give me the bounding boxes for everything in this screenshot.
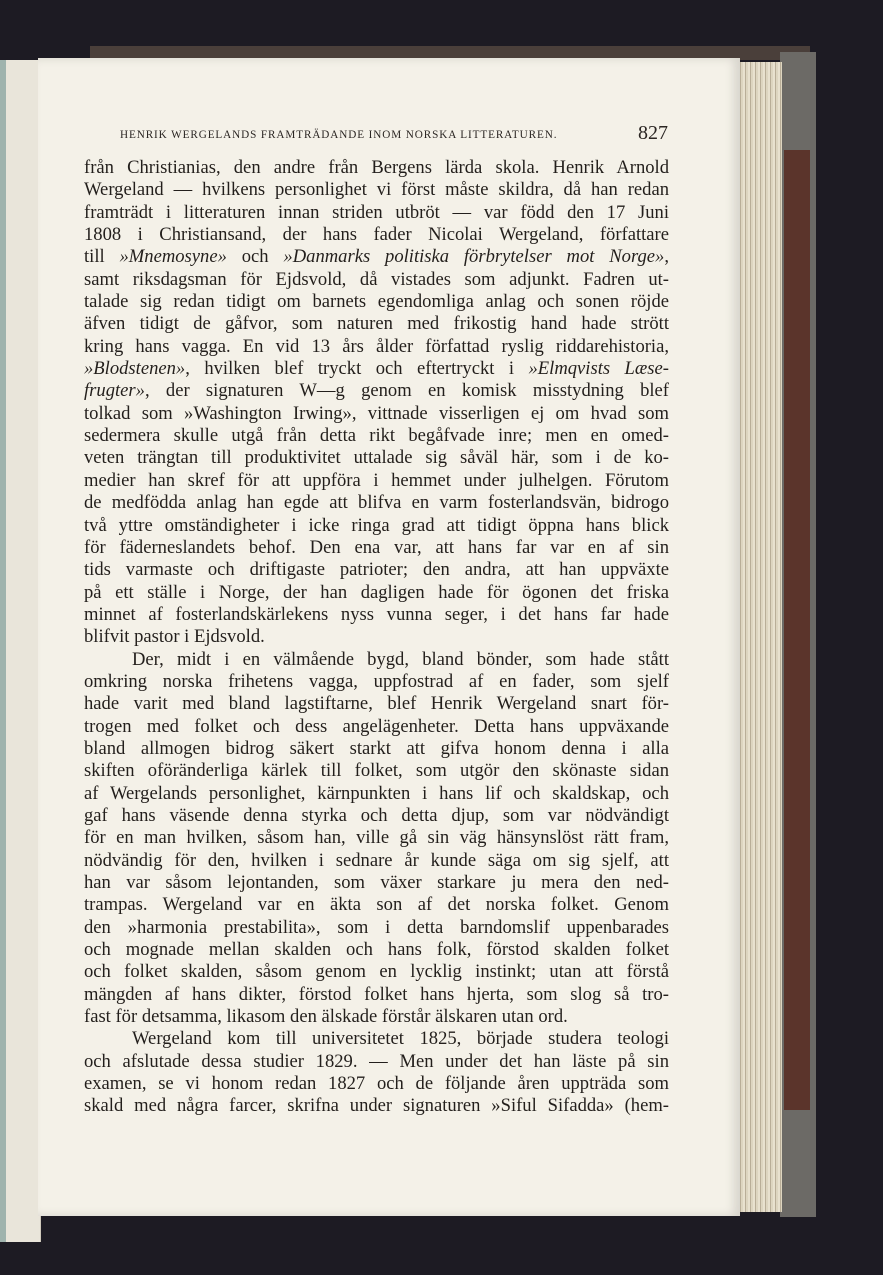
body-text — [84, 157, 669, 1118]
text-line — [84, 716, 669, 738]
line-text: trogen med folket och dess angelägenheter. Detta hans uppväxande — [84, 715, 669, 737]
line-text: för fäderneslandets behof. Den ena var, att hans far var en af sin — [84, 536, 669, 558]
line-text: gaf hans väsende denna styrka och detta djup, som var nödvändigt — [84, 804, 669, 826]
text-line — [84, 447, 669, 469]
running-title: HENRIK WERGELANDS FRAMTRÄDANDE INOM NORSKA LITTERATUREN. — [120, 129, 558, 141]
line-text: på ett ställe i Norge, der han dagligen hade för ögonen det friska — [84, 581, 669, 603]
book-cover-spine — [784, 150, 810, 1110]
line-text: omkring norska frihetens vagga, uppfostrad af en fader, som sjelf — [84, 670, 669, 692]
line-text: och — [226, 246, 284, 268]
italic-title-text: »Danmarks politiska förbrytelser mot Norge» — [283, 246, 665, 268]
line-text: blifvit pastor i Ejdsvold. — [84, 626, 265, 648]
line-text: af Wergelands personlighet, kärnpunkten i hans lif och skaldskap, och — [84, 782, 669, 804]
line-text: Der, midt i en välmående bygd, bland bönder, som hade stått — [132, 648, 669, 670]
text-line — [84, 202, 669, 224]
line-text: fast för detsamma, likasom den älskade förstår älskaren utan ord. — [84, 1006, 568, 1028]
line-text: kring hans vagga. En vid 13 års ålder författad ryslig riddarehistoria, — [84, 335, 669, 357]
text-line — [84, 291, 669, 313]
left-page-sliver — [0, 60, 41, 1242]
line-text: till — [84, 246, 120, 268]
text-line — [84, 425, 669, 447]
text-line — [84, 693, 669, 715]
page-edges — [738, 62, 782, 1212]
line-text: talade sig redan tidigt om barnets egendomliga anlag och sonen röjde — [84, 291, 669, 313]
left-page-edge — [0, 60, 6, 1242]
line-text: de medfödda anlag han egde att blifva en varm fosterlandsvän, bidrogo — [84, 492, 669, 514]
line-text: och afslutade dessa studier 1829. — Men under det han läste på sin — [84, 1050, 669, 1072]
text-line — [84, 313, 669, 335]
line-text: bland allmogen bidrog säkert starkt att gifva honom denna i alla — [84, 737, 669, 759]
line-text: från Christianias, den andre från Bergens lärda skola. Henrik Arnold — [84, 157, 669, 178]
text-line — [84, 403, 669, 425]
text-line — [84, 604, 669, 626]
italic-title-text: frugter» — [84, 380, 145, 402]
text-line — [84, 1095, 669, 1117]
italic-title-text: »Mnemosyne» — [119, 246, 227, 268]
text-line — [84, 738, 669, 760]
text-line — [84, 984, 669, 1006]
text-line — [84, 939, 669, 961]
line-text: och folket skalden, såsom genom en lycklig instinkt; utan att förstå — [84, 961, 669, 983]
line-text: han var såsom lejontanden, som växer starkare ju mera den ned- — [84, 872, 669, 893]
text-line — [84, 336, 669, 358]
text-line — [84, 1073, 669, 1095]
text-line — [84, 582, 669, 604]
text-line — [84, 671, 669, 693]
line-text: examen, se vi honom redan 1827 och de följande åren uppträda som — [84, 1073, 669, 1095]
line-text: medier han skref för att uppföra i hemmet under julhelgen. Förutom — [84, 469, 669, 491]
line-text: mängden af hans dikter, förstod folket hans hjerta, som slog så tro- — [84, 983, 669, 1005]
line-text: , — [664, 246, 669, 268]
text-line — [84, 649, 669, 671]
text-line — [84, 559, 669, 581]
line-text: för en man hvilken, såsom han, ville gå sin väg hänsynslöst rätt fram, — [84, 827, 669, 849]
line-text: veten trängtan till produktivitet uttalade sig såväl här, som i de ko- — [84, 447, 669, 469]
line-text: hade varit med bland lagstiftarne, blef Henrik Wergeland snart för- — [84, 693, 669, 715]
text-line — [84, 358, 669, 380]
line-text: trampas. Wergeland var en äkta son af det norska folket. Genom — [84, 894, 669, 916]
line-text: Wergeland — hvilkens personlighet vi först måste skildra, då han redan — [84, 179, 669, 201]
text-line — [84, 157, 669, 179]
line-text: tolkad som »Washington Irwing», vittnade visserligen ej om hvad som — [84, 402, 669, 424]
text-line — [84, 246, 669, 268]
text-line — [84, 805, 669, 827]
text-line — [84, 380, 669, 402]
line-text: framträdt i litteraturen innan striden utbröt — var född den 17 Juni — [84, 201, 669, 223]
text-line — [84, 783, 669, 805]
text-line — [84, 850, 669, 872]
page-number: 827 — [638, 122, 668, 144]
text-line — [84, 515, 669, 537]
line-text: , der signaturen W—g genom en komisk misstydning blef — [144, 380, 669, 402]
line-text: tids varmaste och driftigaste patrioter; den andra, att han uppväxte — [84, 559, 669, 581]
running-header — [120, 124, 668, 146]
text-line — [84, 269, 669, 291]
text-line — [84, 492, 669, 514]
line-text: sedermera skulle utgå från detta rikt begåfvade inre; men en omed- — [84, 425, 669, 447]
text-line — [84, 537, 669, 559]
line-text: den »harmonia prestabilita», som i detta barndomslif uppenbarades — [84, 916, 669, 938]
text-line — [84, 872, 669, 894]
text-line — [84, 760, 669, 782]
italic-title-text: »Blodstenen» — [84, 358, 186, 380]
line-text: skald med några farcer, skrifna under signaturen »Siful Sifadda» (hem- — [84, 1095, 669, 1117]
line-text: 1808 i Christiansand, der hans fader Nicolai Wergeland, författare — [84, 224, 669, 246]
text-line — [84, 224, 669, 246]
text-line — [84, 179, 669, 201]
text-line — [84, 1051, 669, 1073]
line-text: samt riksdagsman för Ejdsvold, då vistades som adjunkt. Fadren ut- — [84, 268, 669, 290]
line-text: nödvändig för den, hvilken i sednare år kunde säga om sig sjelf, att — [84, 849, 669, 871]
line-text: äfven tidigt de gåfvor, som naturen med frikostig hand hade strött — [84, 313, 669, 335]
line-text: och mognade mellan skalden och hans folk, förstod skalden folket — [84, 939, 669, 961]
line-text: skiften oföränderliga kärlek till folket, som utgör den skönaste sidan — [84, 760, 669, 782]
text-line — [84, 917, 669, 939]
line-text: , hvilken blef tryckt och eftertryckt i — [185, 358, 529, 380]
text-line — [84, 1006, 669, 1028]
text-line — [84, 827, 669, 849]
line-text: Wergeland kom till universitetet 1825, började studera teologi — [132, 1028, 669, 1050]
italic-title-text: »Elmqvists Læse- — [528, 358, 669, 380]
text-line — [84, 894, 669, 916]
text-line — [84, 626, 669, 648]
text-line — [84, 470, 669, 492]
line-text: minnet af fosterlandskärlekens nyss vunna seger, i det hans far hade — [84, 603, 669, 625]
text-line — [84, 1028, 669, 1050]
line-text: två yttre omständigheter i icke ringa grad att tidigt öppna hans blick — [84, 514, 669, 536]
text-line — [84, 961, 669, 983]
